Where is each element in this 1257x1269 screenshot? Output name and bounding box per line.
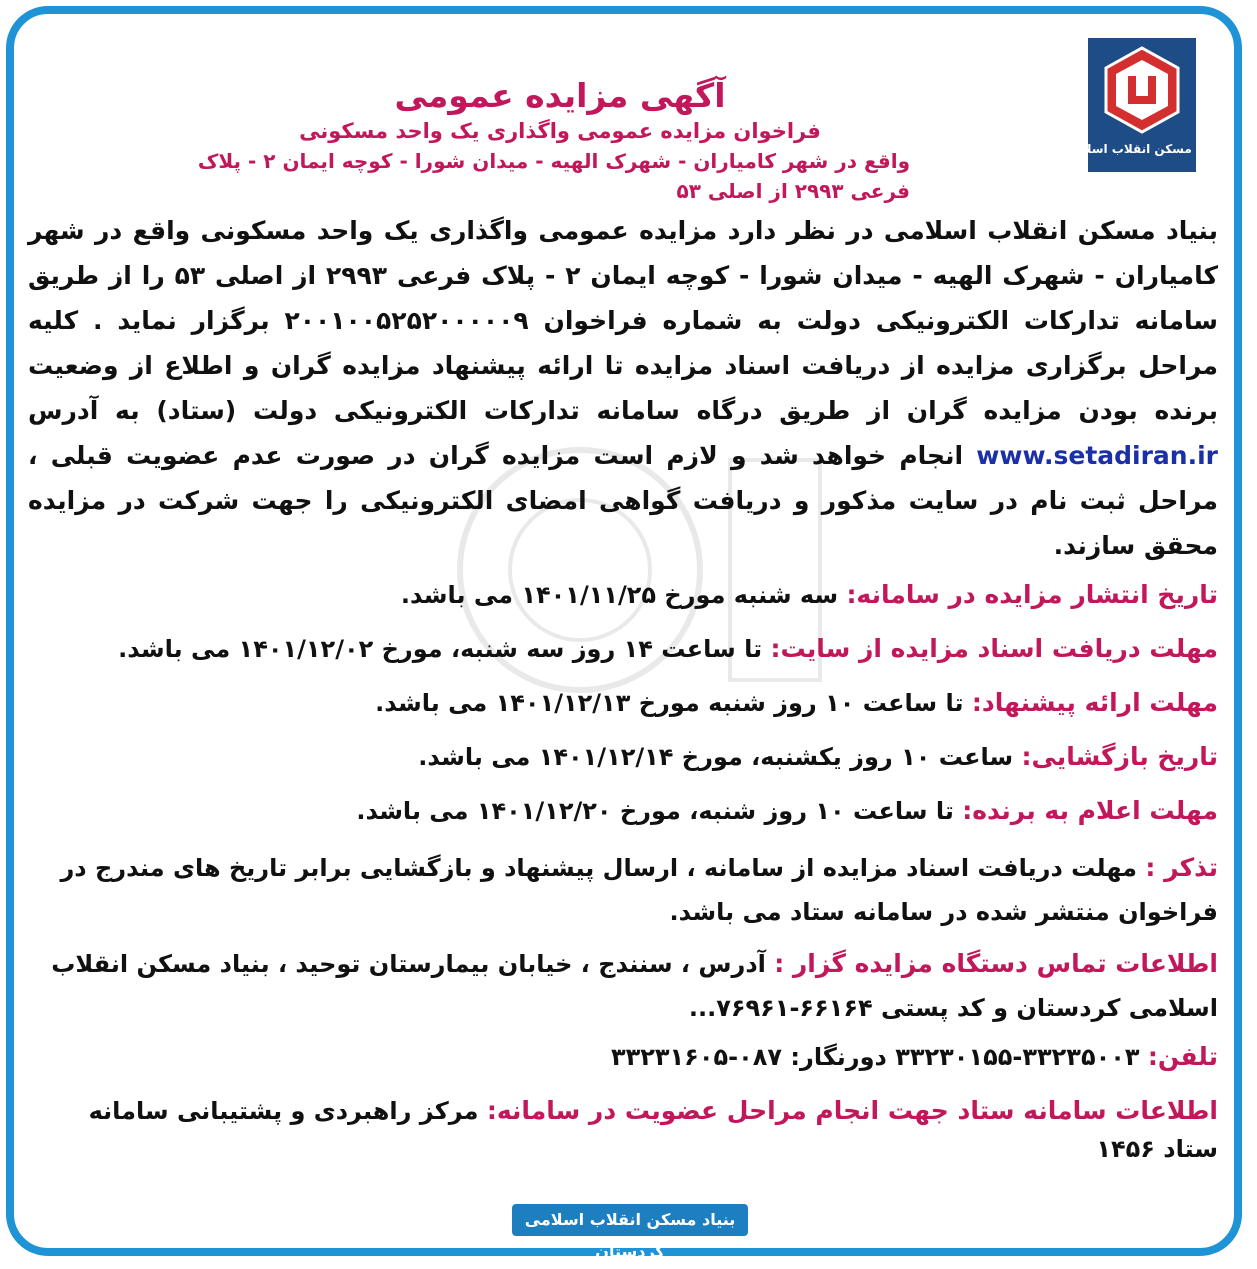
logo xyxy=(1063,38,1221,172)
opening-date-value: ساعت ۱۰ روز یکشنبه، مورخ ۱۴۰۱/۱۲/۱۴ می باشد. xyxy=(418,743,1014,771)
ad-body xyxy=(28,208,1218,568)
publish-date-item xyxy=(28,576,1218,614)
body-part-1: بنیاد مسکن انقلاب اسلامی در نظر دارد مزایده عمومی واگذاری یک واحد مسکونی واقع در شهر کامیاران - شهرک الهیه - میدان شورا - کوچه ایمان ۲ - پلاک فرعی ۲۹۹۳ از اصلی ۵۳ را از طریق سامانه تدارکات الکترونیکی دولت به شماره فراخوان ۲۰۰۱۰۰۵۲۵۲۰۰۰۰۰۹ برگزار نماید . کلیه مراحل برگزاری مزایده از دریافت اسناد مزایده تا ارائه پیشنهاد مزایده گران و اطلاع از وضعیت برنده بودن مزایده گران از طریق درگاه سامانه تدارکات الکترونیکی دولت (ستاد) به آدرس xyxy=(28,216,1218,425)
opening-date-label: تاریخ بازگشایی: xyxy=(1021,742,1218,771)
winner-announcement-value: تا ساعت ۱۰ روز شنبه، مورخ ۱۴۰۱/۱۲/۲۰ می باشد. xyxy=(356,797,954,825)
ad-location: واقع در شهر کامیاران - شهرک الهیه - میدان شورا - کوچه ایمان ۲ - پلاک فرعی ۲۹۹۳ از اصلی ۵۳ xyxy=(197,149,910,203)
proposal-deadline-value: تا ساعت ۱۰ روز شنبه مورخ ۱۴۰۱/۱۲/۱۳ می باشد. xyxy=(375,689,964,717)
setad-info-item xyxy=(28,1092,1218,1168)
ad-header xyxy=(140,76,980,206)
ad-subtitle: فراخوان مزایده عمومی واگذاری یک واحد مسکونی xyxy=(299,119,821,143)
phone-value: ۳۳۲۳۵۰۰۳-۳۳۲۳۰۱۵۵ دورنگار: ۰۸۷-۳۳۲۳۱۶۰۵ xyxy=(610,1043,1140,1071)
phone-item xyxy=(28,1038,1218,1076)
proposal-deadline-item xyxy=(28,684,1218,722)
winner-announcement-label: مهلت اعلام به برنده: xyxy=(962,796,1218,825)
ad-title: آگهی مزایده عمومی xyxy=(394,76,726,115)
body-part-2: انجام خواهد شد و لازم است مزایده گران در صورت عدم عضویت قبلی ، مراحل ثبت نام در سایت مذکور و دریافت گواهی امضای الکترونیکی را جهت شرکت در مزایده محقق سازند. xyxy=(28,441,1218,560)
contact-info-label: اطلاعات تماس دستگاه مزایده گزار : xyxy=(774,949,1218,978)
logo-text: بنیاد مسکن انقلاب اسلامی xyxy=(1063,142,1221,156)
housing-foundation-logo-icon xyxy=(1094,42,1190,138)
opening-date-item xyxy=(28,738,1218,776)
document-deadline-value: تا ساعت ۱۴ روز سه شنبه، مورخ ۱۴۰۱/۱۲/۰۲ می باشد. xyxy=(118,635,763,663)
winner-announcement-item xyxy=(28,792,1218,830)
setad-info-label: اطلاعات سامانه ستاد جهت انجام مراحل عضویت در سامانه: xyxy=(486,1096,1218,1125)
setad-info-value: مرکز راهبردی و پشتیبانی سامانه ستاد ۱۴۵۶ xyxy=(88,1097,1218,1163)
proposal-deadline-label: مهلت ارائه پیشنهاد: xyxy=(971,688,1218,717)
footer-signature: بنیاد مسکن انقلاب اسلامی کردستان xyxy=(512,1204,748,1236)
note-label: تذکر : xyxy=(1145,853,1218,882)
publish-date-value: سه شنبه مورخ ۱۴۰۱/۱۱/۲۵ می باشد. xyxy=(400,581,839,609)
contact-info-value: آدرس ، سنندج ، خیابان بیمارستان توحید ، بنیاد مسکن انقلاب اسلامی کردستان و کد پستی ۶۶۱۶۴-۷۶۹۶۱... xyxy=(51,950,1218,1022)
website-link[interactable]: www.setadiran.ir xyxy=(976,441,1218,470)
contact-info-item xyxy=(28,942,1218,1030)
note-item xyxy=(28,846,1218,934)
note-value: مهلت دریافت اسناد مزایده از سامانه ، ارسال پیشنهاد و بازگشایی برابر تاریخ های مندرج در فراخوان منتشر شده در سامانه ستاد می باشد. xyxy=(60,854,1218,926)
phone-label: تلفن: xyxy=(1147,1042,1218,1071)
document-deadline-item xyxy=(28,630,1218,668)
publish-date-label: تاریخ انتشار مزایده در سامانه: xyxy=(846,580,1218,609)
document-deadline-label: مهلت دریافت اسناد مزایده از سایت: xyxy=(770,634,1218,663)
ad-details xyxy=(28,576,1218,1184)
